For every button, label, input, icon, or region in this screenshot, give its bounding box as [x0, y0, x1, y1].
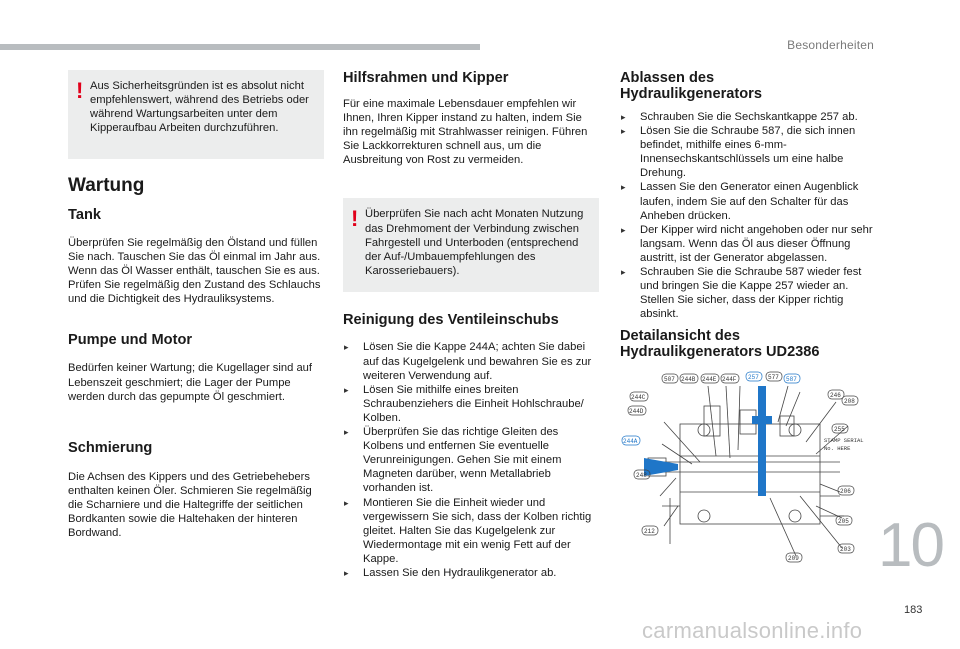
stamp-serial-line1: STAMP SERIAL	[824, 437, 864, 444]
label-208: 208	[844, 398, 855, 405]
heading-lube: Schmierung	[68, 439, 153, 456]
label-248: 248	[636, 472, 647, 479]
heading-tank: Tank	[68, 207, 101, 223]
header-bar	[0, 44, 480, 50]
text-frame: Für eine maximale Lebensdauer empfehlen wir Ihnen, Ihren Kipper instand zu halten, indem Sie ihn regelmäßig mit Strahlwasser reinigen. Führen Sie Lackkorrekturen schnell aus, um die Ausbreitung von Rost zu vermeiden.	[343, 98, 588, 167]
label-244f: 244F	[722, 376, 737, 383]
warning-text: Überprüfen Sie nach acht Monaten Nutzung das Drehmoment der Verbindung zwischen Fahrgestell und Unterboden (entsprechend der Auf-/Umbauempfehlungen des Karosseriebauers).	[365, 208, 584, 277]
heading-detail: Detailansicht des Hydraulikgenerators UD2386	[620, 328, 820, 361]
hydraulic-generator-diagram	[620, 366, 882, 566]
column-right	[620, 70, 878, 360]
page-title: Wartung	[68, 175, 145, 196]
heading-frame: Hilfsrahmen und Kipper	[343, 70, 509, 86]
list-item: ▸ Schrauben Sie die Sechskantkappe 257 ab.	[620, 110, 878, 124]
highlight-parts	[644, 386, 772, 496]
label-209: 209	[788, 555, 799, 562]
highlight-drain-screw	[758, 386, 766, 496]
list-item: ▸ Lösen Sie mithilfe eines breiten Schraubenziehers die Einheit Hohlschraube/ Kolben.	[343, 383, 599, 425]
label-244e: 244E	[702, 376, 717, 383]
list-item: ▸ Montieren Sie die Einheit wieder und vergewissern Sie sich, dass der Kolben richtig gleitet. Halten Sie das Kugelgelenk zur Wiedermontage mit ein wenig Fett auf der Kappe.	[343, 496, 599, 566]
list-item: ▸ Lösen Sie die Kappe 244A; achten Sie dabei auf das Kugelgelenk und bewahren Sie es zur weiteren Verwendung auf.	[343, 340, 599, 382]
list-item: ▸ Lösen Sie die Schraube 587, die sich innen befindet, mithilfe eines 6-mm-Innensechskantschlüssels um eine halbe Drehung.	[620, 124, 878, 180]
label-244a: 244A	[623, 438, 638, 445]
stamp-serial-line2: No. HERE	[824, 445, 851, 452]
drain-steps	[620, 110, 878, 321]
warning-icon: !	[351, 206, 359, 232]
label-246: 246	[830, 392, 841, 399]
chapter-number: 10	[878, 511, 943, 580]
warning-icon: !	[76, 78, 84, 103]
label-255: 255	[834, 426, 845, 433]
label-203: 203	[840, 546, 851, 553]
warning-text: Aus Sicherheitsgründen ist es absolut nicht empfehlenswert, während des Betriebs oder während Wartungsarbeiten unter dem Kipperaufbau Arbeiten durchzuführen.	[90, 80, 309, 135]
label-244b: 244B	[681, 376, 696, 383]
warning-box	[68, 70, 324, 159]
list-item: ▸ Überprüfen Sie das richtige Gleiten des Kolbens und entfernen Sie eventuelle Verunreinigungen. Gehen Sie mit einem Magneten darüber, wenn Metallabrieb vorhanden ist.	[343, 425, 599, 495]
heading-drain: Ablassen des Hydraulikgenerators	[620, 70, 762, 102]
list-item: ▸ Lassen Sie den Generator einen Augenblick laufen, indem Sie auf den Schalter für das Anheben drücken.	[620, 180, 878, 222]
watermark: carmanualsonline.info	[642, 618, 863, 643]
highlight-cap	[752, 416, 772, 424]
heading-pump: Pumpe und Motor	[68, 332, 193, 349]
column-middle	[343, 70, 599, 580]
section-name: Besonderheiten	[787, 38, 874, 52]
label-577: 577	[768, 374, 779, 381]
heading-valve: Reinigung des Ventileinschubs	[343, 312, 559, 329]
label-205: 205	[838, 518, 849, 525]
list-item: ▸ Lassen Sie den Hydraulikgenerator ab.	[343, 566, 599, 580]
text-pump: Bedürfen keiner Wartung; die Kugellager sind auf Lebenszeit geschmiert; die Lager der Pumpe werden durch das gepumpte Öl geschmiert.	[68, 362, 312, 403]
label-507: 507	[664, 376, 675, 383]
valve-steps	[343, 340, 599, 580]
text-tank: Überprüfen Sie regelmäßig den Ölstand und füllen Sie nach. Tauschen Sie das Öl einmal im Jahr aus. Wenn das Öl Wasser enthält, tauschen Sie es aus. Prüfen Sie regelmäßig den Zustand des Schlauchs und die Dichtigkeit des Hydrauliksystems.	[68, 237, 321, 306]
warning-box-torque	[343, 198, 599, 292]
list-item: ▸ Der Kipper wird nicht angehoben oder nur sehr langsam. Wenn das Öl aus dieser Öffnung austritt, ist der Generator abgelassen.	[620, 223, 878, 265]
column-left	[68, 70, 324, 540]
list-item: ▸ Schrauben Sie die Schraube 587 wieder fest und bringen Sie die Kappe 257 wieder an. Stellen Sie sicher, dass der Kipper richtig absinkt.	[620, 265, 878, 321]
label-244d: 244D	[629, 408, 644, 415]
label-206: 206	[840, 488, 851, 495]
label-244c: 244C	[631, 394, 646, 401]
label-587: 587	[786, 376, 797, 383]
page-number: 183	[904, 604, 923, 616]
diagram-body	[680, 424, 820, 524]
text-lube: Die Achsen des Kippers und des Getriebehebers enthalten keinen Öler. Schmieren Sie regelmäßig die Scharniere und die Haltegriffe der seitlichen Bordkanten sowie die Haltehaken der hinteren Bordwand.	[68, 470, 312, 540]
label-257: 257	[748, 374, 759, 381]
highlight-valve	[644, 458, 678, 476]
label-212: 212	[644, 528, 655, 535]
